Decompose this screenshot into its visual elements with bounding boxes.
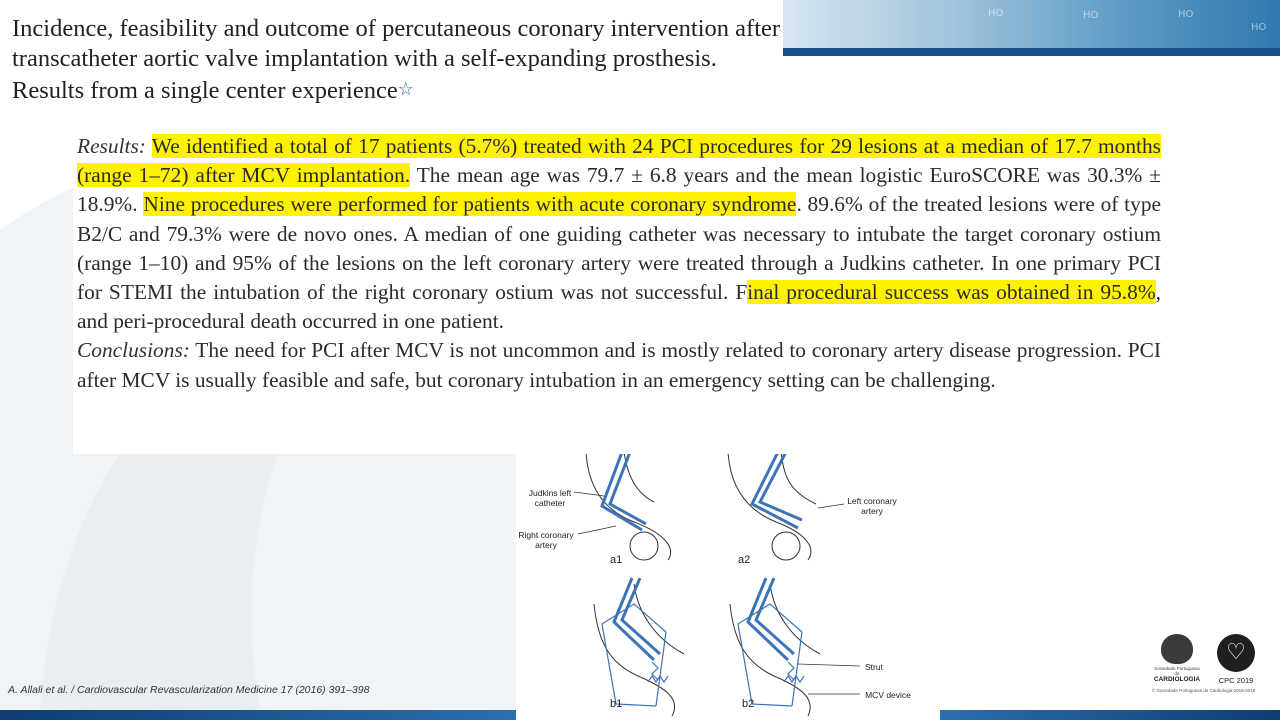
spc-logo — [1152, 634, 1202, 690]
right-coronary-label: Right coronary artery — [518, 530, 574, 550]
conclusions-text: The need for PCI after MCV is not uncommon and is mostly related to coronary artery disease progression. PCI after MCV is usually feasible and safe, but coronary intubation in an emergency setting can be challenging. — [77, 338, 1161, 392]
slide-title-text: Incidence, feasibility and outcome of percutaneous coronary intervention after transcatheter aortic valve implantation with a self-expanding prosthesis. Results from a single center experience — [12, 15, 781, 104]
strut-label: Strut — [865, 662, 883, 672]
judkins-label: Judkins left catheter — [528, 488, 572, 508]
panel-a2-label: a2 — [738, 554, 751, 566]
b1-stent-frame — [602, 604, 666, 706]
panel-b1-label: b1 — [610, 698, 623, 710]
spc-logo-small: Sociedade Portuguesa de — [1154, 666, 1200, 676]
results-paragraph — [77, 132, 1161, 336]
b1-aorta-inner — [634, 584, 684, 654]
strut-leader — [798, 664, 860, 666]
highlight-patients: We identified a total of 17 patients (5.7%) treated with 24 PCI procedures for 29 lesions at a median of 17.7 months (range 1–72) after MCV implantation. — [77, 134, 1161, 188]
highlight-acs: Nine procedures were performed for patients with acute coronary syndrome — [143, 192, 797, 217]
catheter-diagram-svg — [516, 454, 940, 720]
cpc-heart-icon: ♡ — [1217, 634, 1255, 672]
spc-logo-name: CARDIOLOGIA — [1153, 676, 1201, 683]
highlight-success: inal procedural success was obtained in 95.8% — [747, 280, 1156, 305]
left-coronary-leader — [818, 504, 844, 508]
slide-title — [12, 14, 792, 106]
panel-b2-label: b2 — [742, 698, 755, 710]
banner-stripe — [783, 48, 1280, 56]
judkins-leader — [574, 492, 604, 496]
results-text-3: , and peri-procedural death occurred in one patient. — [77, 280, 1161, 334]
left-coronary-label: Left coronary artery — [847, 496, 897, 516]
citation: A. Allali et al. / Cardiovascular Revascularization Medicine 17 (2016) 391–398 — [8, 684, 370, 696]
header-banner-image: HO HO HO HO — [783, 0, 1280, 56]
footer-bar-left — [0, 710, 516, 720]
b2-aorta-inner — [770, 584, 820, 654]
footer-bar-right — [940, 710, 1280, 720]
footnote-star-icon[interactable]: ☆ — [397, 79, 414, 99]
conclusions-paragraph — [77, 336, 1161, 394]
right-coronary-leader — [578, 526, 616, 534]
conclusions-label: Conclusions: — [77, 338, 190, 363]
a2-aorta-inner — [781, 454, 816, 504]
a2-cusp — [772, 532, 800, 560]
a1-cusp — [630, 532, 658, 560]
cpc-logo — [1212, 634, 1260, 686]
copyright-notice: © Sociedade Portuguesa de Cardiologia 2018-2019 — [1152, 688, 1256, 693]
a1-aorta-inner — [624, 454, 654, 502]
heart-logo-icon — [1161, 634, 1193, 664]
b2-stent-zigzag — [784, 676, 804, 682]
results-text-1: The mean age was 79.7 ± 6.8 years and the mean logistic EuroSCORE was 30.3% ± 18.9%. — [77, 163, 1161, 217]
catheter-diagram — [516, 454, 940, 720]
b1-stent-zigzag — [648, 676, 668, 682]
mcv-device-label: MCV device — [865, 690, 911, 700]
results-text-2: . 89.6% of the treated lesions were of type B2/C and 79.3% were de novo ones. A median of one guiding catheter was necessary to intubate the target coronary ostium (range 1–10) and 95% of the lesions on the left coronary artery were treated through a Judkins catheter. In one primary PCI for STEMI the intubation of the right coronary ostium was not successful. F — [77, 192, 1162, 305]
cpc-logo-name: CPC 2019 — [1218, 676, 1254, 685]
abstract-excerpt — [73, 128, 1165, 454]
results-label: Results: — [77, 134, 146, 158]
panel-a1-label: a1 — [610, 554, 623, 566]
